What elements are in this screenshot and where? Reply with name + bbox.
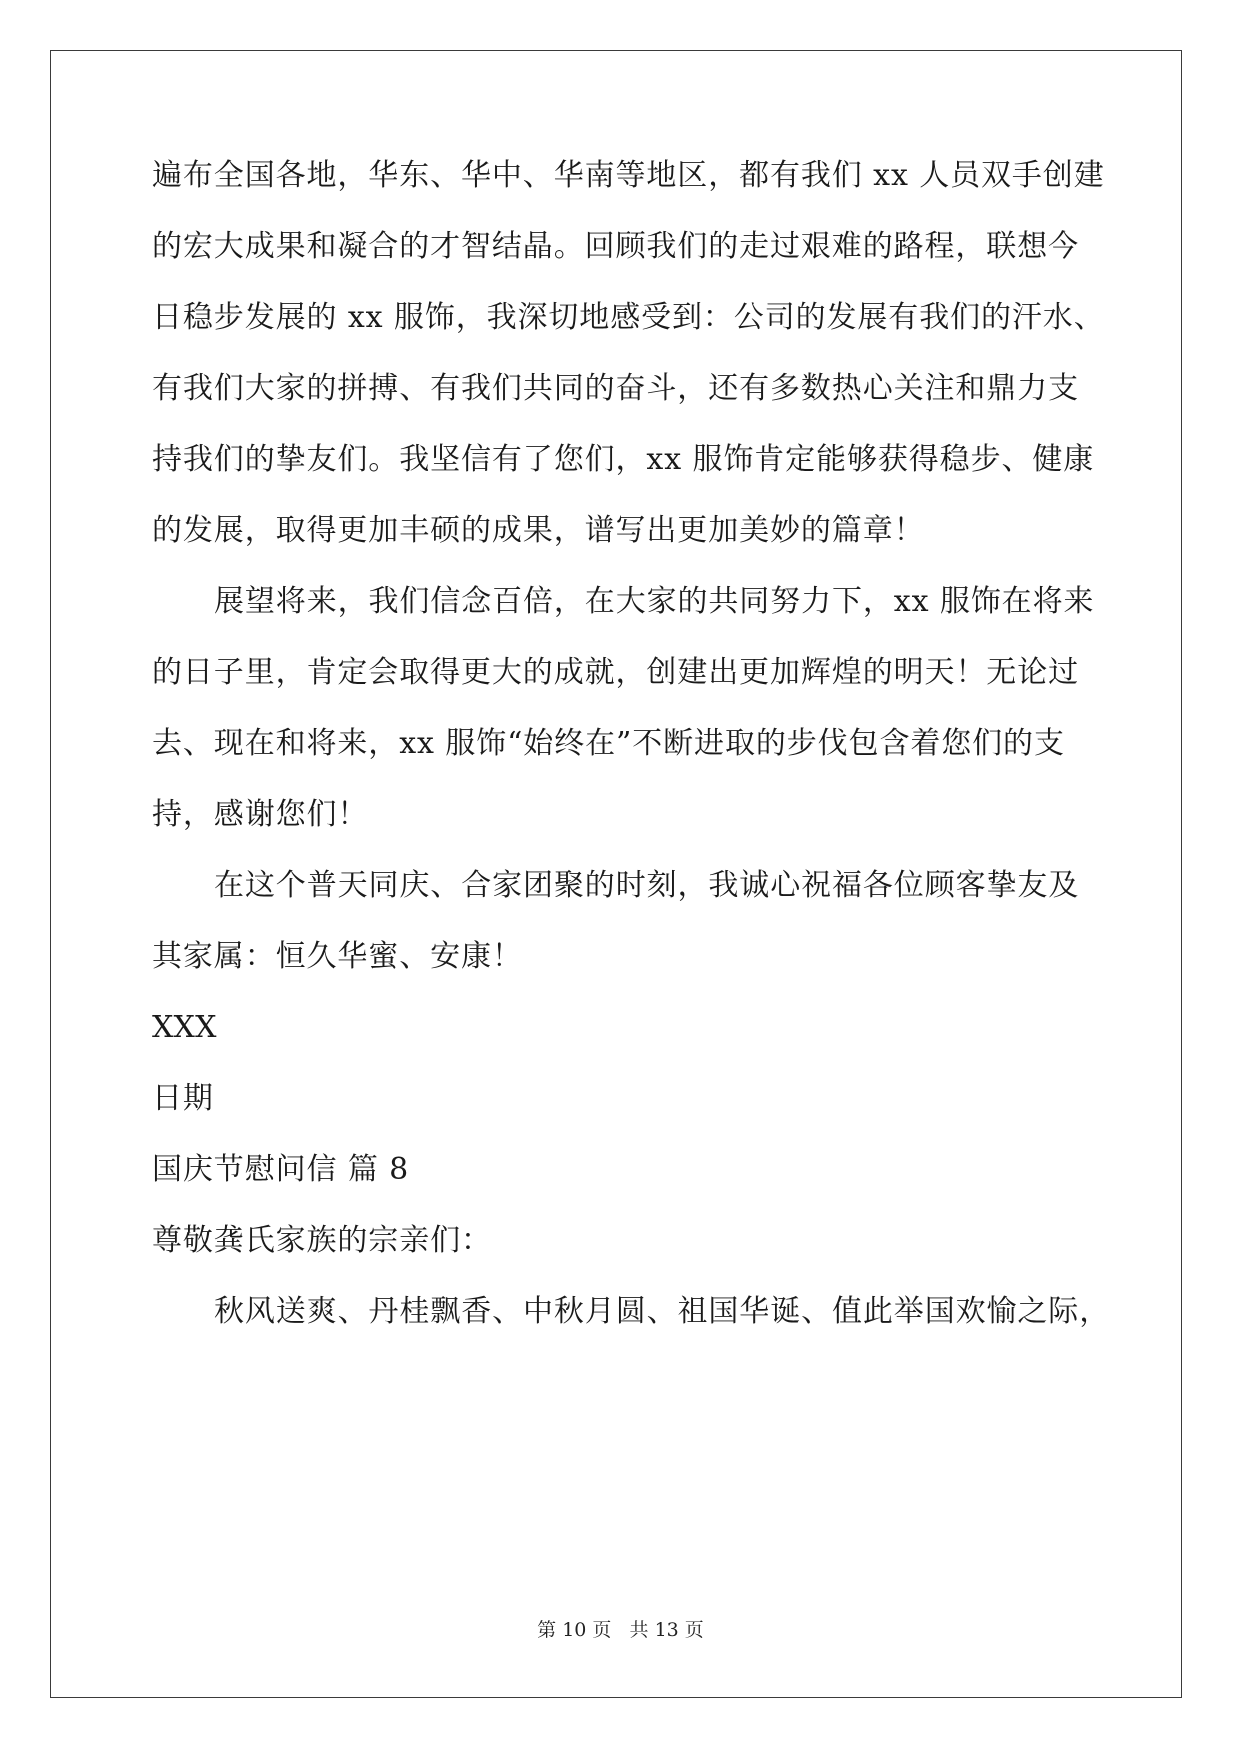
paragraph-line: 在这个普天同庆、合家团聚的时刻，我诚心祝福各位顾客挚友及 — [214, 868, 1080, 903]
paragraph-line: 展望将来，我们信念百倍，在大家的共同努力下，xx 服饰在将来 — [214, 584, 1095, 619]
paragraph-line: 持我们的挚友们。我坚信有了您们，xx 服饰肯定能够获得稳步、健康 — [152, 442, 1095, 477]
paragraph-line: 的发展，取得更加丰硕的成果，谱写出更加美妙的篇章！ — [152, 513, 925, 548]
page-number-footer: 第 10 页 共 13 页 — [537, 1619, 704, 1641]
paragraph-line: 有我们大家的拼搏、有我们共同的奋斗，还有多数热心关注和鼎力支 — [152, 371, 1079, 406]
paragraph-line: 去、现在和将来，xx 服饰“始终在”不断进取的步伐包含着您们的支 — [152, 726, 1065, 761]
paragraph-line: 秋风送爽、丹桂飘香、中秋月圆、祖国华诞、值此举国欢愉之际， — [214, 1294, 1111, 1329]
paragraph-line: 其家属：恒久华蜜、安康！ — [152, 939, 523, 974]
paragraph-line: 日稳步发展的 xx 服饰，我深切地感受到：公司的发展有我们的汗水、 — [152, 300, 1105, 335]
paragraph-line: 的宏大成果和凝合的才智结晶。回顾我们的走过艰难的路程，联想今 — [152, 229, 1079, 264]
date-line: 日期 — [152, 1081, 214, 1116]
section-heading: 国庆节慰问信 篇 8 — [152, 1152, 410, 1187]
paragraph-line: 持，感谢您们！ — [152, 797, 369, 832]
signature-line: XXX — [152, 1010, 217, 1045]
salutation-line: 尊敬龚氏家族的宗亲们： — [152, 1223, 492, 1258]
paragraph-line: 遍布全国各地，华东、华中、华南等地区，都有我们 xx 人员双手创建 — [152, 158, 1105, 193]
paragraph-line: 的日子里，肯定会取得更大的成就，创建出更加辉煌的明天！无论过 — [152, 655, 1079, 690]
